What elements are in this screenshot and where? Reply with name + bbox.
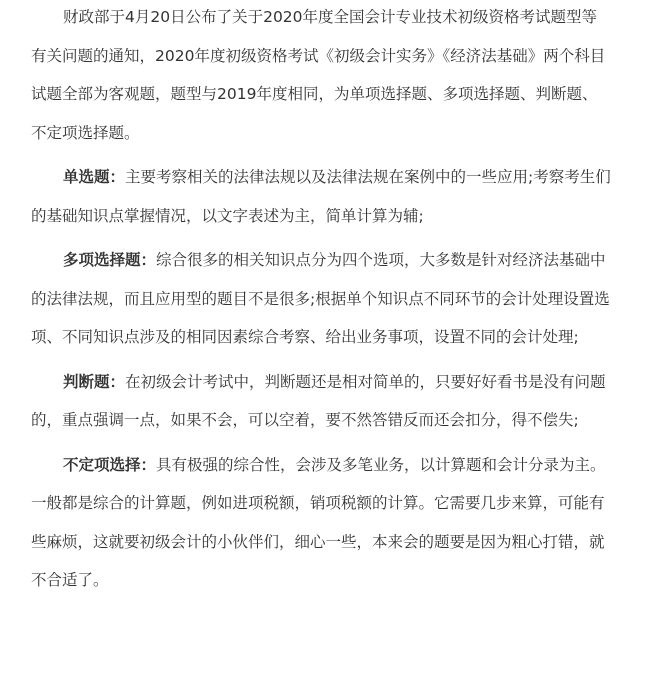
paragraph-single-choice bbox=[31, 158, 611, 235]
paragraph-text: 主要考察相关的法律法规以及法律法规在案例中的一些应用;考察考生们的基础知识点掌握情况，以文字表述为主，简单计算为辅; bbox=[31, 168, 611, 225]
paragraph-true-false bbox=[31, 363, 611, 440]
paragraph-multiple-choice bbox=[31, 241, 611, 357]
paragraph-lead: 单选题： bbox=[63, 168, 126, 186]
paragraph-lead: 多项选择题： bbox=[63, 251, 157, 269]
paragraph-intro bbox=[31, 0, 611, 152]
paragraph-text: 综合很多的相关知识点分为四个选项，大多数是针对经济法基础中的法律法规，而且应用型的题目不是很多;根据单个知识点不同环节的会计处理设置选项、不同知识点涉及的相同因素综合考察、给出业务事项，设置不同的会计处理; bbox=[31, 251, 610, 346]
paragraph-text: 在初级会计考试中，判断题还是相对简单的，只要好好看书是没有问题的，重点强调一点，如果不会，可以空着，要不然答错反而还会扣分，得不偿失; bbox=[31, 372, 606, 429]
paragraph-lead: 判断题： bbox=[63, 372, 126, 391]
paragraph-text: 财政部于4月20日公布了关于2020年度全国会计专业技术初级资格考试题型等有关问题的通知，2020年度初级资格考试《初级会计实务》《经济法基础》两个科目试题全部为客观题，题型与2019年度相同，为单项选择题、多项选择题、判断题、不定项选择题。 bbox=[31, 8, 606, 142]
paragraph-text: 具有极强的综合性，会涉及多笔业务，以计算题和会计分录为主。一般都是综合的计算题，例如进项税额，销项税额的计算。它需要几步来算，可能有些麻烦，这就要初级会计的小伙伴们，细心一些，本来会的题要是因为粗心打错，就不合适了。 bbox=[31, 455, 606, 589]
paragraph-indefinite-choice bbox=[31, 446, 611, 600]
paragraph-lead: 不定项选择： bbox=[63, 455, 157, 474]
